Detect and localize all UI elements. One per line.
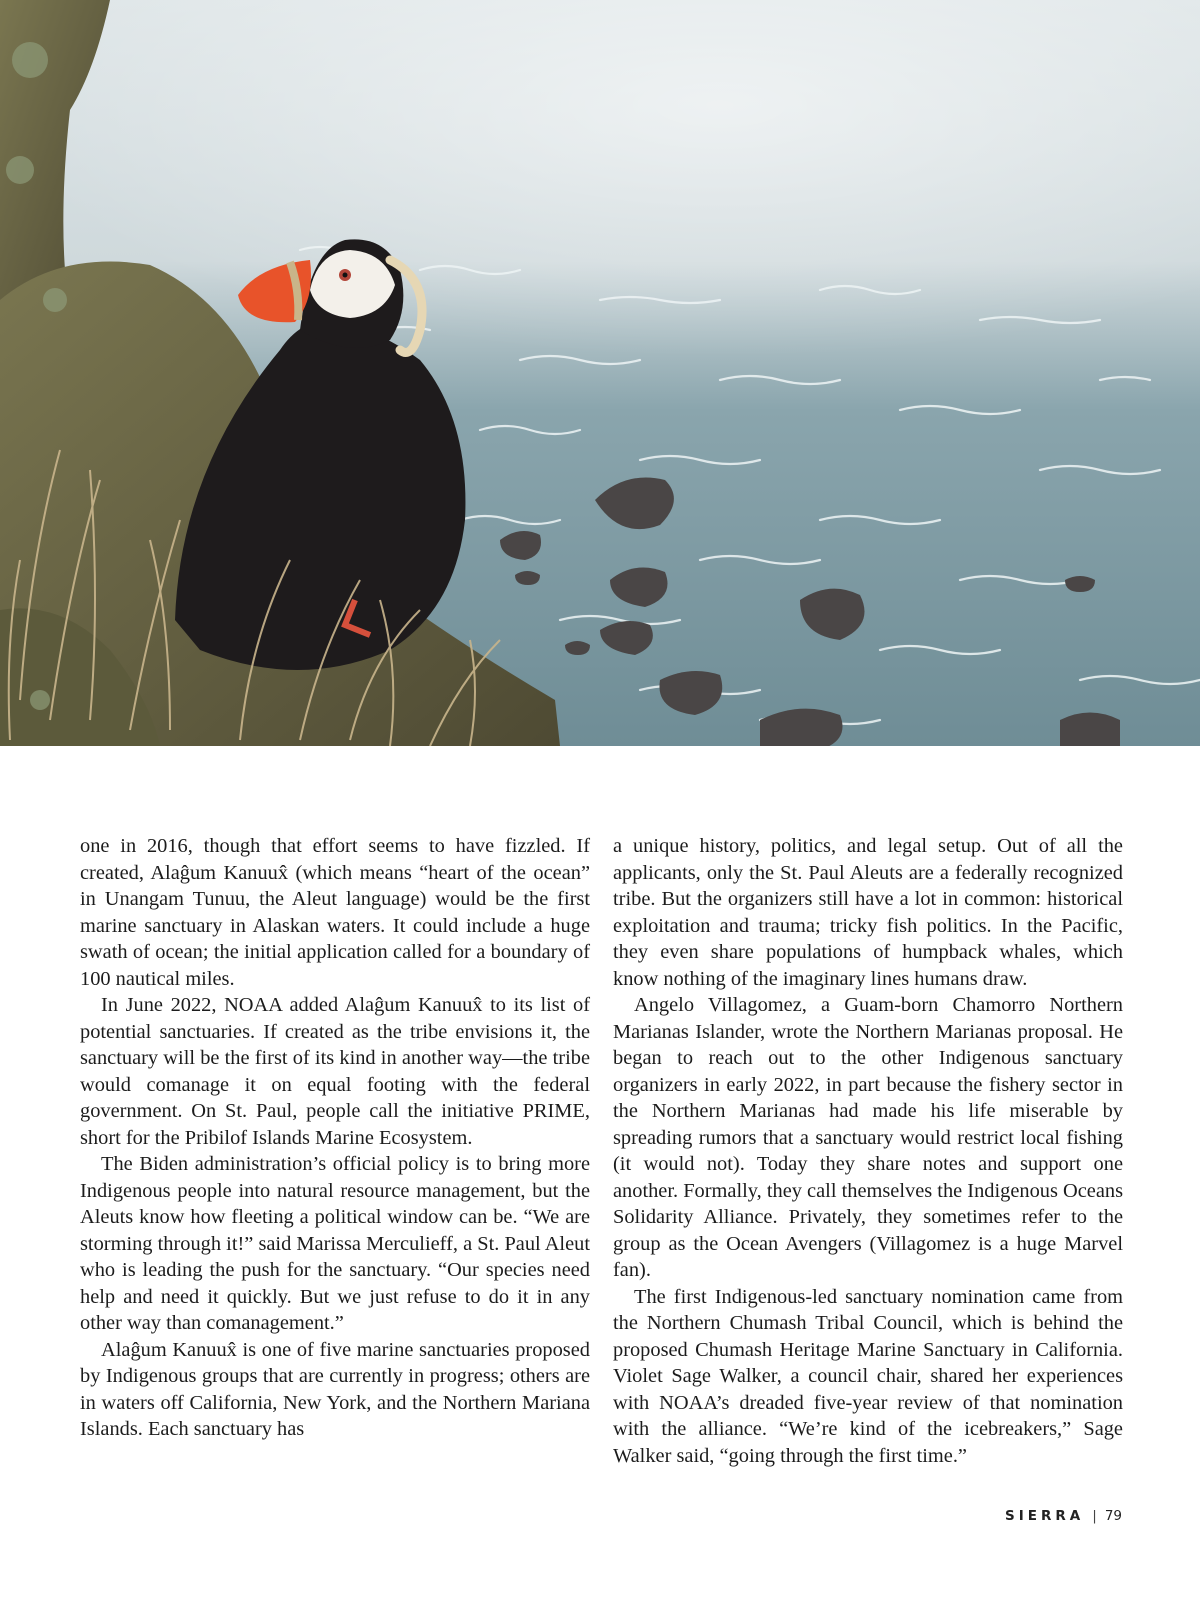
page-number: 79 [1104, 1508, 1122, 1524]
puffin-illustration [0, 0, 1200, 746]
article-column-left [80, 833, 590, 1443]
article-column-right [613, 833, 1123, 1469]
page-folio [1005, 1508, 1122, 1524]
magazine-name: SIERRA [1005, 1508, 1085, 1524]
paragraph: In June 2022, NOAA added Alaĝum Kanuux̂ to its list of potential sanctuaries. If created as the tribe envisions it, the sanctuary will be the first of its kind in another way—the tribe would comanage it on equal footing with the federal government. On St. Paul, people call the initiative PRIME, short for the Pribilof Islands Marine Ecosystem. [80, 994, 590, 1149]
illustration-svg [0, 0, 1200, 746]
paragraph: Angelo Villagomez, a Guam-born Chamorro Northern Marianas Islander, wrote the Northern Marianas proposal. He began to reach out to the other Indigenous sanctuary organizers in early 2022, in part because the fishery sector in the Northern Marianas had made his life miserable by spreading rumors that a sanctuary would restrict local fishing (it would not). Today they share notes and support one another. Formally, they call themselves the Indigenous Oceans Solidarity Alliance. Privately, they sometimes refer to the group as the Ocean Avengers (Villagomez is a huge Marvel fan). [613, 994, 1124, 1281]
paragraph: a unique history, politics, and legal setup. Out of all the applicants, only the St. Paul Aleuts are a federally recognized tribe. But the organizers still have a lot in common: historical exploitation and trauma; tricky fish politics. In the Pacific, they even share populations of humpback whales, which know nothing of the imaginary lines humans draw. [613, 835, 1123, 990]
folio-separator: | [1092, 1508, 1097, 1524]
paragraph: Alaĝum Kanuux̂ is one of five marine sanctuaries proposed by Indigenous groups that are currently in progress; others are in waters off California, New York, and the Northern Mariana Islands. Each sanctuary has [80, 1338, 590, 1440]
paragraph: one in 2016, though that effort seems to have fizzled. If created, Alaĝum Kanuux̂ (which means “heart of the ocean” in Unangam Tunuu, the Aleut language) would be the first marine sanctuary in Alaskan waters. It could include a huge swath of ocean; the initial application called for a boundary of 100 nautical miles. [80, 835, 590, 990]
paragraph: The Biden administration’s official policy is to bring more Indigenous people into natural resource management, but the Aleuts know how fleeting a political window can be. “We are storming through it!” said Marissa Merculieff, a St. Paul Aleut who is leading the push for the sanctuary. “Our species need help and need it quickly. But we just refuse to do it in any other way than comanagement.” [80, 1153, 590, 1334]
paragraph: The first Indigenous-led sanctuary nomination came from the Northern Chumash Tribal Council, which is behind the proposed Chumash Heritage Marine Sanctuary in California. Violet Sage Walker, a council chair, shared her experiences with NOAA’s dreaded five-year review of that nomination with the alliance. “We’re kind of the icebreakers,” Sage Walker said, “going through the first time.” [613, 1285, 1123, 1467]
